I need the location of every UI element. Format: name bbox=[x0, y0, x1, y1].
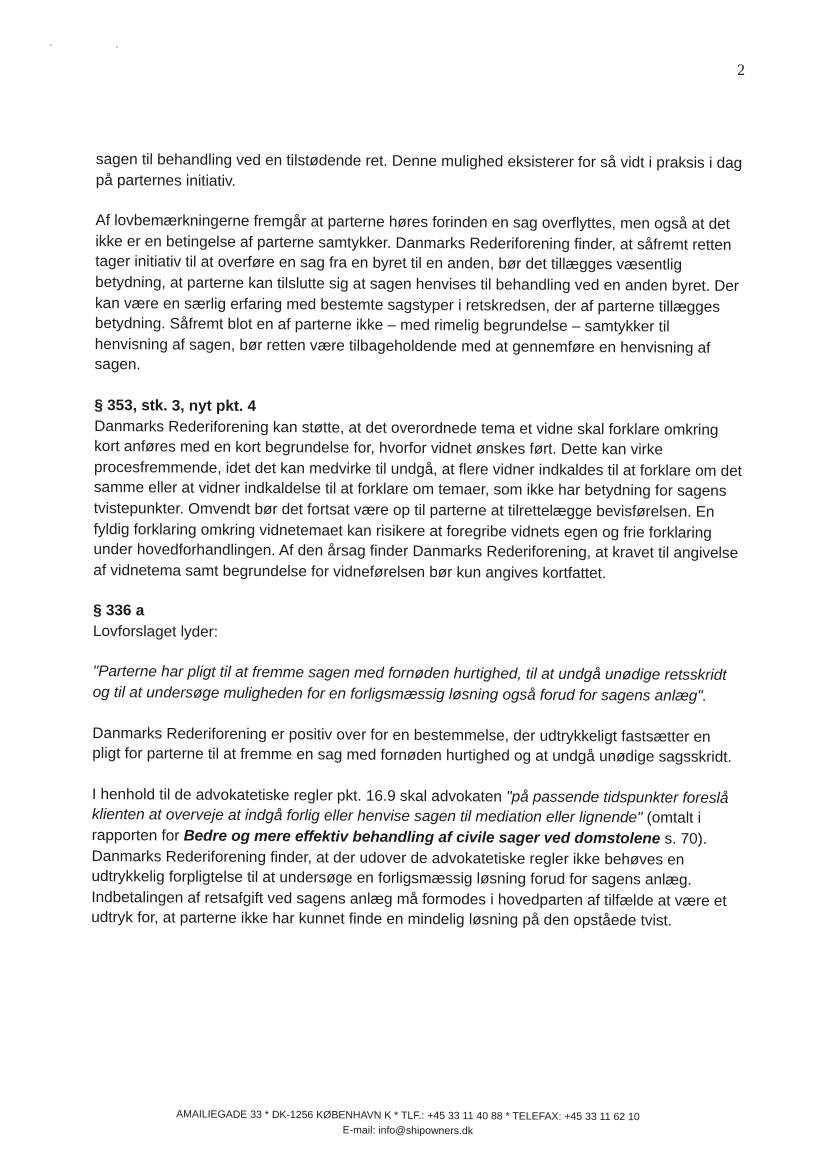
law-quote: "Parterne har pligt til at fremme sagen med fornøden hurtighed, til at undgå unødige retsskridt og til at undersøge muligheden for en forligsmæssig løsning også forud for sagens anlæg". bbox=[92, 663, 727, 705]
scan-speck bbox=[116, 46, 118, 48]
report-title: Bedre og mere effektiv behandling af civile sager ved domstolene bbox=[183, 827, 661, 848]
paragraph-6-part1: I henhold til de advokatetiske regler pkt. 16.9 skal advokaten bbox=[92, 785, 507, 806]
footer-address: AMAILIEGADE 33 * DK-1256 KØBENHAVN K * TLF.: +45 33 11 40 88 * TELEFAX: +45 33 11 62 10 bbox=[176, 1108, 640, 1124]
paragraph-3: Danmarks Rederiforening kan støtte, at det overordnede tema et vidne skal forklare omkring kort anføres med en kort begrundelse for, hvorfor vidnet ønskes ført. Dette kan virke procesfremmende, idet det kan medvirke til undgå, at flere vidner indkaldes til at forklare om det samme eller at vidner indkaldelse til at forklare om temaer, som ikke har betydning for sagens tvistepunkter. Omvendt bør det fortsat være op til parterne at tilrettelægge bevisførelsen. En fyldig forklaring omkring vidnetemaet kan risikere at foregribe vidnets egen og frie forklaring under hovedforhandlingen. Af den årsag finder Danmarks Rederiforening, at kravet til angivelse af vidnetema samt begrundelse for vidneførelsen bør kun angives kortfattet. bbox=[93, 417, 743, 582]
paragraph-5: Danmarks Rederiforening er positiv over for en bestemmelse, der udtrykkeligt fastsætter en pligt for parterne til at fremme en sag med fornøden hurtighed og at undgå unødige sagsskridt. bbox=[92, 724, 732, 767]
section-heading-353: § 353, stk. 3, nyt pkt. 4 bbox=[94, 396, 257, 415]
paragraph-2: Af lovbemærkningerne fremgår at parterne høres forinden en sag overflyttes, men også at det ikke er en betingelse af parterne samtykker. Danmarks Rederiforening finder, at såfremt retten tager initiativ til at overføre en sag fra en byret til en anden, bør det tillægges væsentlig betydning, at parterne kan tilslutte sig at sagen henvises til behandling ved en anden byret. Der kan være en særlig erfaring med bestemte sagstyper i retskredsen, der af parterne tillægges betydning. Såfremt blot en af parterne ikke – med rimelig begrundelse – samtykker til henvisning af sagen, bør retten være tilbageholdende med at gennemføre en henvisning af sagen. bbox=[94, 212, 739, 374]
paragraph-1: sagen til behandling ved en tilstødende ret. Denne mulighed eksisterer for så vidt i praksis i dag på parternes initiativ. bbox=[95, 150, 743, 190]
letterhead-footer bbox=[118, 1107, 698, 1141]
paragraph-4: Lovforslaget lyder: bbox=[93, 622, 219, 641]
scan-speck bbox=[50, 44, 52, 46]
footer-email: E-mail: info@shipowners.dk bbox=[342, 1124, 474, 1138]
page-number: 2 bbox=[737, 62, 745, 79]
ethics-rule-quote: "på passende tidspunkter foreslå klienten at overveje at indgå forlig eller henvise sagen til mediation eller lignende" bbox=[91, 788, 729, 827]
paragraph-6 bbox=[91, 785, 742, 933]
paragraph-6-part3: s. 70). Danmarks Rederiforening finder, at der udover de advokatetiske regler ikke behøves en udtrykkelig forpligtelse til at undersøge en forligsmæssig løsning forud for sagens anlæg. Indbetalingen af retsafgift ved sagens anlæg må formodes i hovedparten af tilfælde at være et udtryk for, at parterne ikke har kunnet finde en mindelig løsning på den opståede tvist. bbox=[91, 830, 727, 930]
section-heading-336a: § 336 a bbox=[93, 602, 145, 620]
letter-body bbox=[91, 150, 746, 933]
paragraph-6-part2: (omtalt i rapporten for bbox=[91, 809, 702, 845]
